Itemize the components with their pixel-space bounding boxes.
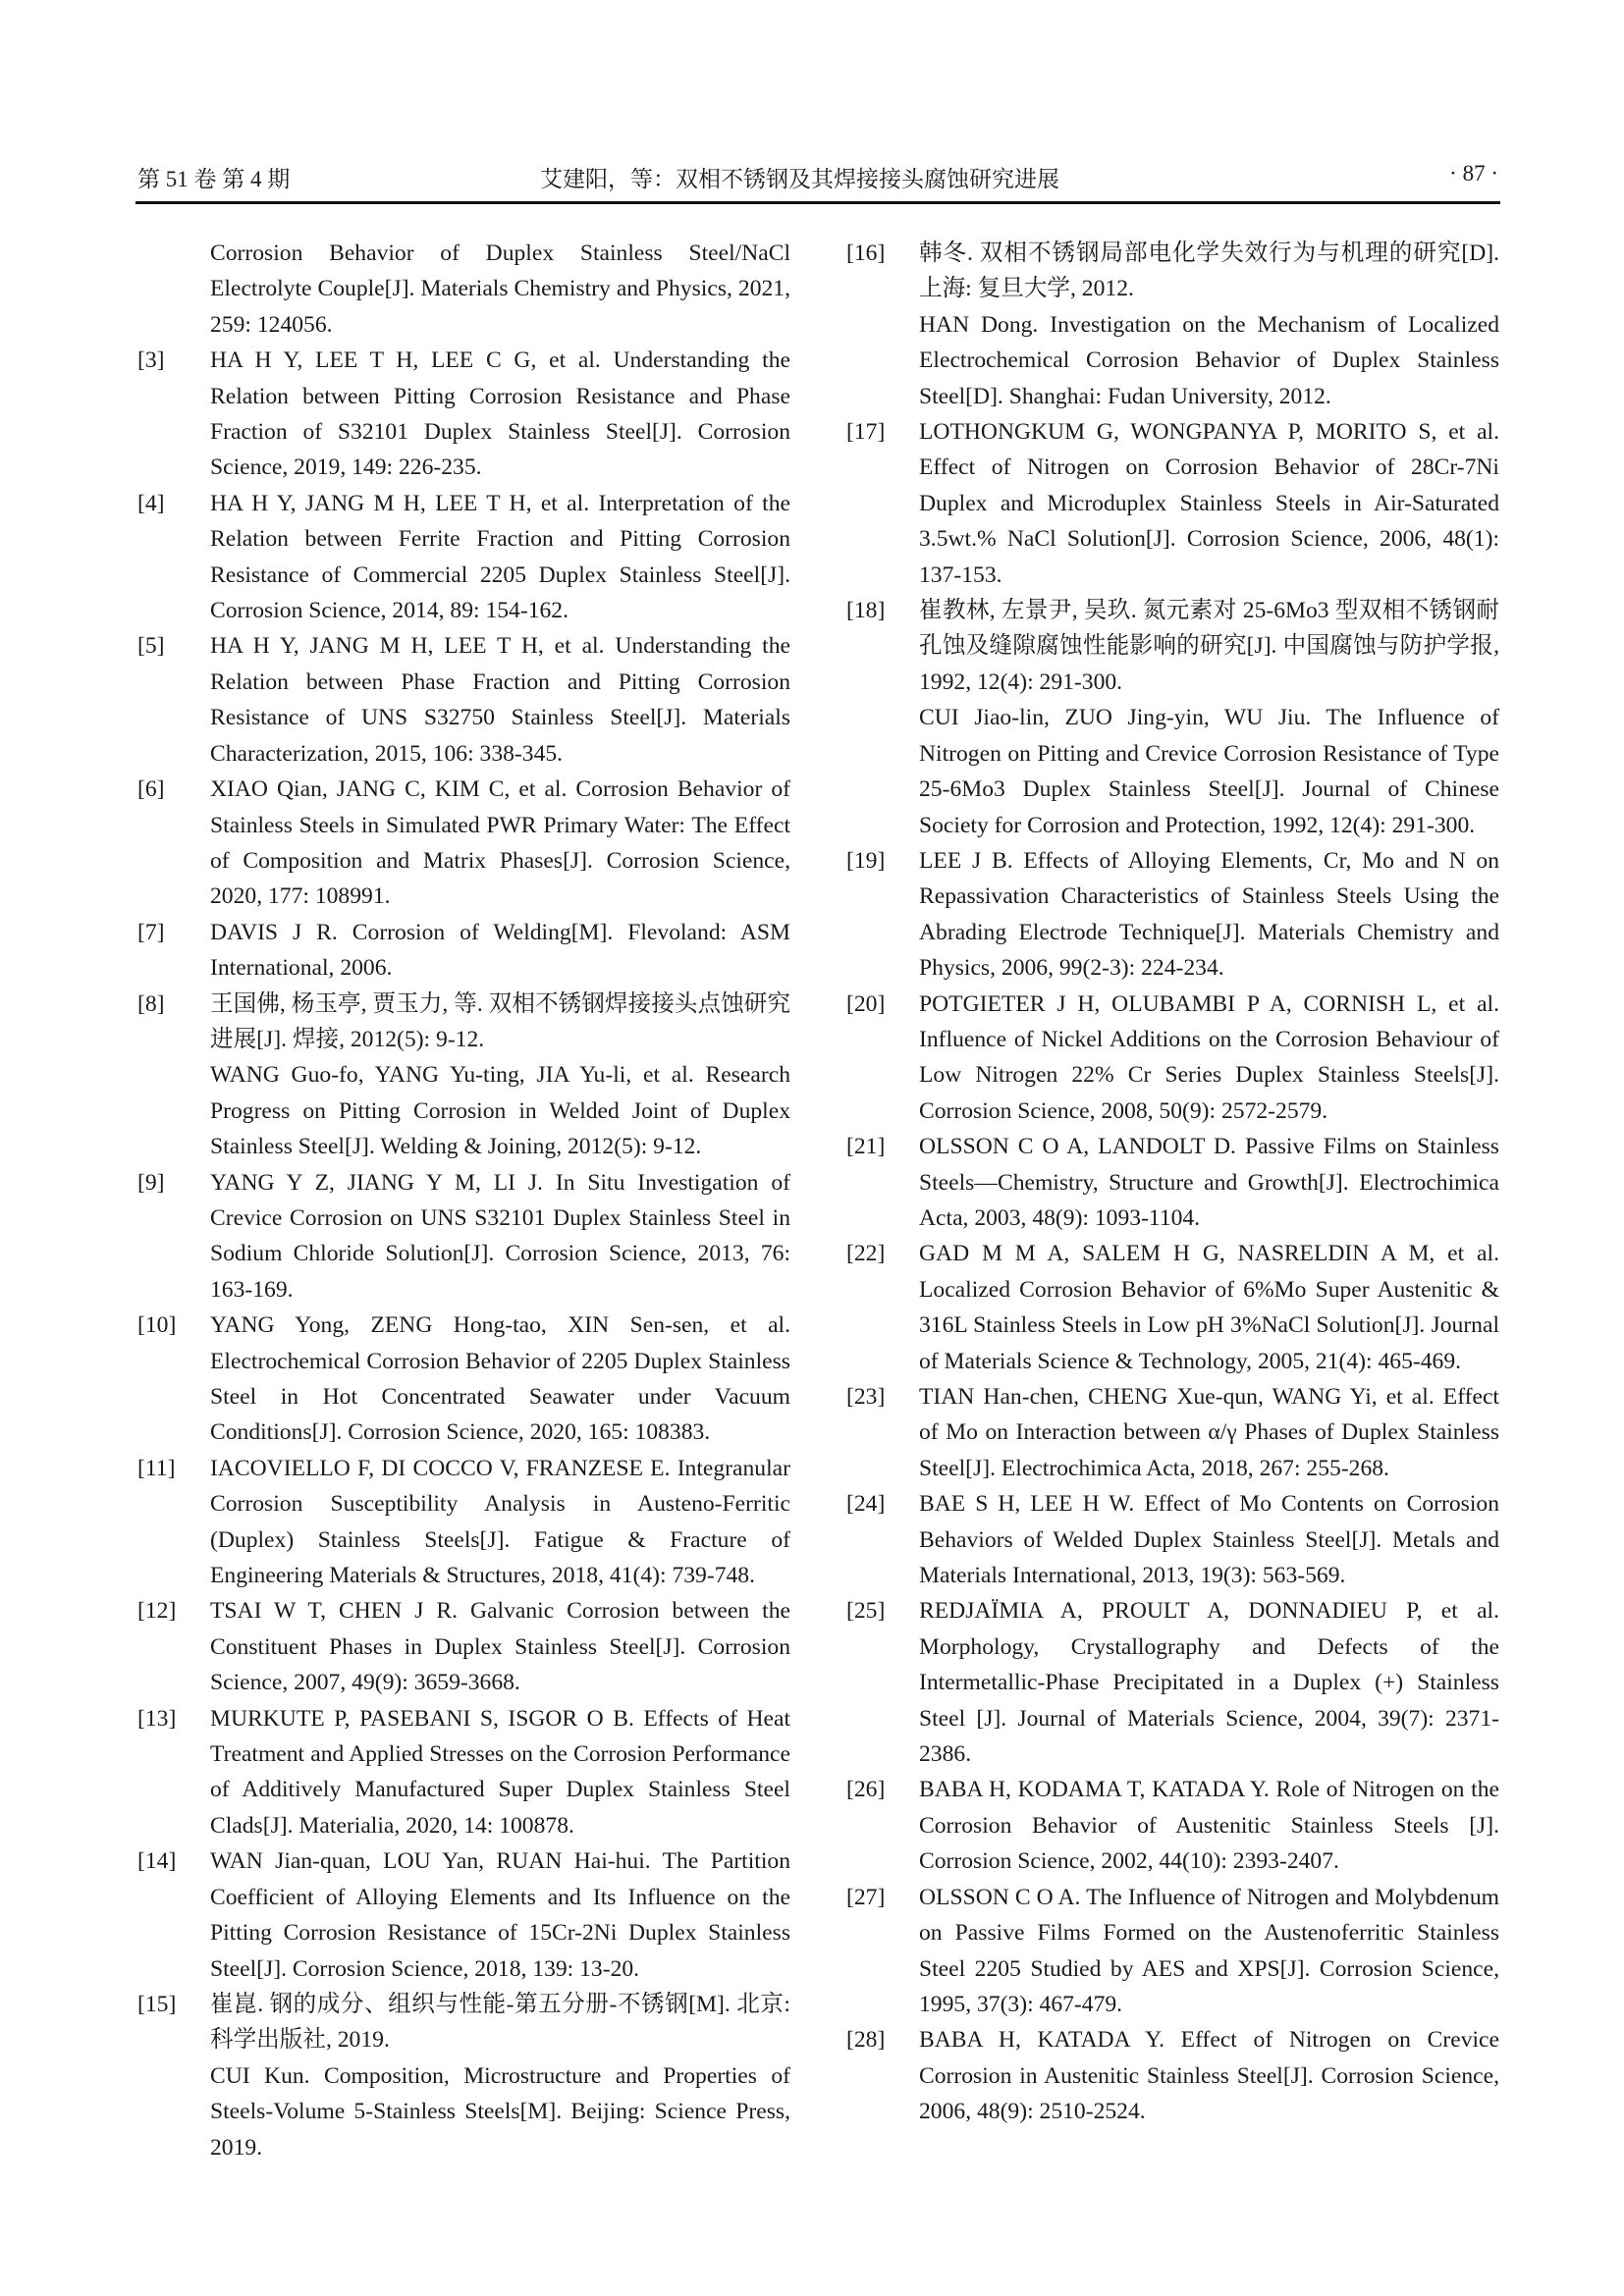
reference-number: [26] [846, 1777, 886, 1803]
reference-number: [14] [137, 1848, 177, 1875]
reference-text: WANG Guo-fo, YANG Yu-ting, JIA Yu-li, et al. Research Progress on Pitting Corrosion in Welded Joint of Duplex Stainless Steel[J]. Welding & Joining, 2012(5): 9-12. [210, 1062, 790, 1160]
reference-entry [846, 1129, 1499, 1236]
reference-text: YANG Yong, ZENG Hong-tao, XIN Sen-sen, et al. Electrochemical Corrosion Behavior of 2205 Duplex Stainless Steel in Hot Concentrated Seawater under Vacuum Conditions[J]. Corrosion Science, 2020, 165: 108383. [210, 1312, 790, 1446]
reference-text: OLSSON C O A. The Influence of Nitrogen and Molybdenum on Passive Films Formed on the Austenoferritic Stainless Steel 2205 Studied by AES and XPS[J]. Corrosion Science, 1995, 37(3): 467-479. [919, 1884, 1499, 2017]
reference-text: MURKUTE P, PASEBANI S, ISGOR O B. Effects of Heat Treatment and Applied Stresses on the Corrosion Performance of Additively Manufactured Super Duplex Stainless Steel Clads[J]. Materialia, 2020, 14: 100878. [210, 1705, 790, 1839]
reference-entry [846, 1486, 1499, 1593]
reference-entry [846, 1379, 1499, 1486]
reference-text: CUI Jiao-lin, ZUO Jing-yin, WU Jiu. The Influence of Nitrogen on Pitting and Crevice Corrosion Resistance of Type 25-6Mo3 Duplex Stainless Steel[J]. Journal of Chinese Society for Corrosion and Protection, 1992, 12(4): 291-300. [919, 705, 1499, 838]
reference-number: [25] [846, 1598, 886, 1625]
reference-number: [18] [846, 598, 886, 624]
reference-entry [846, 236, 1499, 414]
reference-text: LOTHONGKUM G, WONGPANYA P, MORITO S, et al. Effect of Nitrogen on Corrosion Behavior of 28Cr-7Ni Duplex and Microduplex Stainless Steels in Air-Saturated 3.5wt.% NaCl Solution[J]. Corrosion Science, 2006, 48(1): 137-153. [919, 419, 1499, 588]
reference-number: [3] [137, 347, 165, 374]
volume-issue: 第 51 卷 第 4 期 [137, 167, 291, 191]
reference-entry [137, 1165, 790, 1308]
reference-entry [137, 1987, 790, 2165]
reference-entry [137, 772, 790, 915]
reference-number: [23] [846, 1384, 886, 1410]
reference-number: [4] [137, 490, 165, 516]
reference-entry [846, 1236, 1499, 1379]
reference-number: [9] [137, 1169, 165, 1196]
reference-number: [16] [846, 240, 886, 266]
reference-number: [8] [137, 990, 165, 1017]
reference-number: [13] [137, 1705, 177, 1732]
reference-text: TIAN Han-chen, CHENG Xue-qun, WANG Yi, et al. Effect of Mo on Interaction between α/γ Phases of Duplex Stainless Steel[J]. Electrochimica Acta, 2018, 267: 255-268. [919, 1384, 1499, 1481]
reference-entry [137, 628, 790, 772]
reference-text: BABA H, KODAMA T, KATADA Y. Role of Nitrogen on the Corrosion Behavior of Austenitic Stainless Steels [J]. Corrosion Science, 2002, 44(10): 2393-2407. [919, 1777, 1499, 1875]
reference-number: [7] [137, 919, 165, 945]
reference-text: LEE J B. Effects of Alloying Elements, Cr, Mo and N on Repassivation Characteristics of Stainless Steels Using the Abrading Electrode Technique[J]. Materials Chemistry and Physics, 2006, 99(2-3): 224-234. [919, 847, 1499, 982]
reference-number: [11] [137, 1455, 176, 1481]
reference-text: POTGIETER J H, OLUBAMBI P A, CORNISH L, et al. Influence of Nickel Additions on the Corrosion Behaviour of Low Nitrogen 22% Cr Series Duplex Stainless Steels[J]. Corrosion Science, 2008, 50(9): 2572-2579. [919, 990, 1499, 1124]
reference-number: [22] [846, 1241, 886, 1267]
reference-number: [17] [846, 419, 886, 446]
reference-text: BAE S H, LEE H W. Effect of Mo Contents on Corrosion Behaviors of Welded Duplex Stainless Steel[J]. Metals and Materials International, 2013, 19(3): 563-569. [919, 1491, 1499, 1589]
reference-entry [137, 236, 790, 343]
reference-entry [846, 1593, 1499, 1772]
reference-text: OLSSON C O A, LANDOLT D. Passive Films on Stainless Steels—Chemistry, Structure and Growth[J]. Electrochimica Acta, 2003, 48(9): 1093-1104. [919, 1134, 1499, 1231]
reference-entry [846, 987, 1499, 1130]
reference-number: [28] [846, 2027, 886, 2054]
running-header [137, 157, 1498, 196]
references-right-column [846, 236, 1499, 2130]
reference-number: [20] [846, 990, 886, 1017]
reference-text: YANG Y Z, JIANG Y M, LI J. In Situ Investigation of Crevice Corrosion on UNS S32101 Duplex Stainless Steel in Sodium Chloride Solution[J]. Corrosion Science, 2013, 76: 163-169. [210, 1169, 790, 1303]
reference-entry [846, 414, 1499, 593]
reference-text: DAVIS J R. Corrosion of Welding[M]. Flevoland: ASM International, 2006. [210, 919, 790, 982]
reference-text: TSAI W T, CHEN J R. Galvanic Corrosion between the Constituent Phases in Duplex Stainless Steel[J]. Corrosion Science, 2007, 49(9): 3659-3668. [210, 1598, 790, 1696]
reference-number: [24] [846, 1491, 886, 1518]
reference-entry [137, 343, 790, 486]
reference-text: XIAO Qian, JANG C, KIM C, et al. Corrosion Behavior of Stainless Steels in Simulated PWR Primary Water: The Effect of Composition and Matrix Phases[J]. Corrosion Science, 2020, 177: 108991. [210, 776, 790, 910]
reference-text: CUI Kun. Composition, Microstructure and Properties of Steels-Volume 5-Stainless Steels[M]. Beijing: Science Press, 2019. [210, 2062, 790, 2161]
running-title: 艾建阳，等：双相不锈钢及其焊接接头腐蚀研究进展 [540, 167, 1059, 191]
reference-text: IACOVIELLO F, DI COCCO V, FRANZESE E. Integranular Corrosion Susceptibility Analysis in Austeno-Ferritic (Duplex) Stainless Steels[J]. Fatigue & Fracture of Engineering Materials & Structures, 2018, 41(4): 739-748. [210, 1455, 790, 1589]
reference-text: GAD M M A, SALEM H G, NASRELDIN A M, et al. Localized Corrosion Behavior of 6%Mo Super Austenitic & 316L Stainless Steels in Low pH 3%NaCl Solution[J]. Journal of Materials Science & Technology, 2005, 21(4): 465-469. [919, 1241, 1499, 1374]
reference-entry [137, 1843, 790, 1987]
reference-entry [137, 486, 790, 629]
reference-entry [846, 1772, 1499, 1879]
reference-entry [137, 1451, 790, 1594]
reference-number: [6] [137, 776, 165, 803]
reference-text: 韩冬. 双相不锈钢局部电化学失效行为与机理的研究[D]. 上海: 复旦大学, 2012. [919, 240, 1499, 302]
reference-number: [5] [137, 633, 165, 660]
reference-text: BABA H, KATADA Y. Effect of Nitrogen on Crevice Corrosion in Austenitic Stainless Steel[J]. Corrosion Science, 2006, 48(9): 2510-2524. [919, 2027, 1499, 2125]
reference-number: [10] [137, 1312, 177, 1339]
reference-text: Corrosion Behavior of Duplex Stainless Steel/NaCl Electrolyte Couple[J]. Materials Chemistry and Physics, 2021, 259: 124056. [210, 240, 790, 338]
reference-entry [137, 915, 790, 987]
reference-entry [137, 987, 790, 1165]
reference-number: [19] [846, 847, 886, 874]
reference-entry [846, 1880, 1499, 2023]
reference-entry [137, 1701, 790, 1844]
page-number: · 87 · [1449, 161, 1498, 186]
reference-text: WAN Jian-quan, LOU Yan, RUAN Hai-hui. The Partition Coefficient of Alloying Elements and Its Influence on the Pitting Corrosion Resistance of 15Cr-2Ni Duplex Stainless Steel[J]. Corrosion Science, 2018, 139: 13-20. [210, 1848, 790, 1982]
reference-text: 崔教林, 左景尹, 吴玖. 氮元素对 25-6Mo3 型双相不锈钢耐孔蚀及缝隙腐蚀性能影响的研究[J]. 中国腐蚀与防护学报, 1992, 12(4): 291-300. [919, 598, 1499, 695]
reference-number: [15] [137, 1991, 177, 2017]
reference-entry [137, 1593, 790, 1700]
reference-entry [846, 843, 1499, 987]
reference-text: 王国佛, 杨玉亭, 贾玉力, 等. 双相不锈钢焊接接头点蚀研究进展[J]. 焊接, 2012(5): 9-12. [210, 990, 790, 1052]
header-rule [135, 201, 1500, 204]
reference-text: HA H Y, LEE T H, LEE C G, et al. Understanding the Relation between Pitting Corrosion Resistance and Phase Fraction of S32101 Duplex Stainless Steel[J]. Corrosion Science, 2019, 149: 226-235. [210, 347, 790, 481]
reference-text: HA H Y, JANG M H, LEE T H, et al. Understanding the Relation between Phase Fraction and Pitting Corrosion Resistance of UNS S32750 Stainless Steel[J]. Materials Characterization, 2015, 106: 338-345. [210, 633, 790, 767]
reference-entry [137, 1308, 790, 1451]
reference-number: [27] [846, 1884, 886, 1910]
reference-text: HA H Y, JANG M H, LEE T H, et al. Interpretation of the Relation between Ferrite Fraction and Pitting Corrosion Resistance of Commercial 2205 Duplex Stainless Steel[J]. Corrosion Science, 2014, 89: 154-162. [210, 490, 790, 624]
references-left-column [137, 236, 790, 2165]
reference-entry [846, 593, 1499, 843]
reference-number: [21] [846, 1134, 886, 1160]
reference-entry [846, 2022, 1499, 2129]
reference-text: REDJAÏMIA A, PROULT A, DONNADIEU P, et al. Morphology, Crystallography and Defects of the Intermetallic-Phase Precipitated in a Duplex (+) Stainless Steel [J]. Journal of Materials Science, 2004, 39(7): 2371-2386. [919, 1598, 1499, 1768]
reference-number: [12] [137, 1598, 177, 1625]
reference-text: HAN Dong. Investigation on the Mechanism of Localized Electrochemical Corrosion Behavior of Duplex Stainless Steel[D]. Shanghai: Fudan University, 2012. [919, 311, 1499, 409]
reference-text: 崔崑. 钢的成分、组织与性能-第五分册-不锈钢[M]. 北京: 科学出版社, 2019. [210, 1991, 790, 2054]
